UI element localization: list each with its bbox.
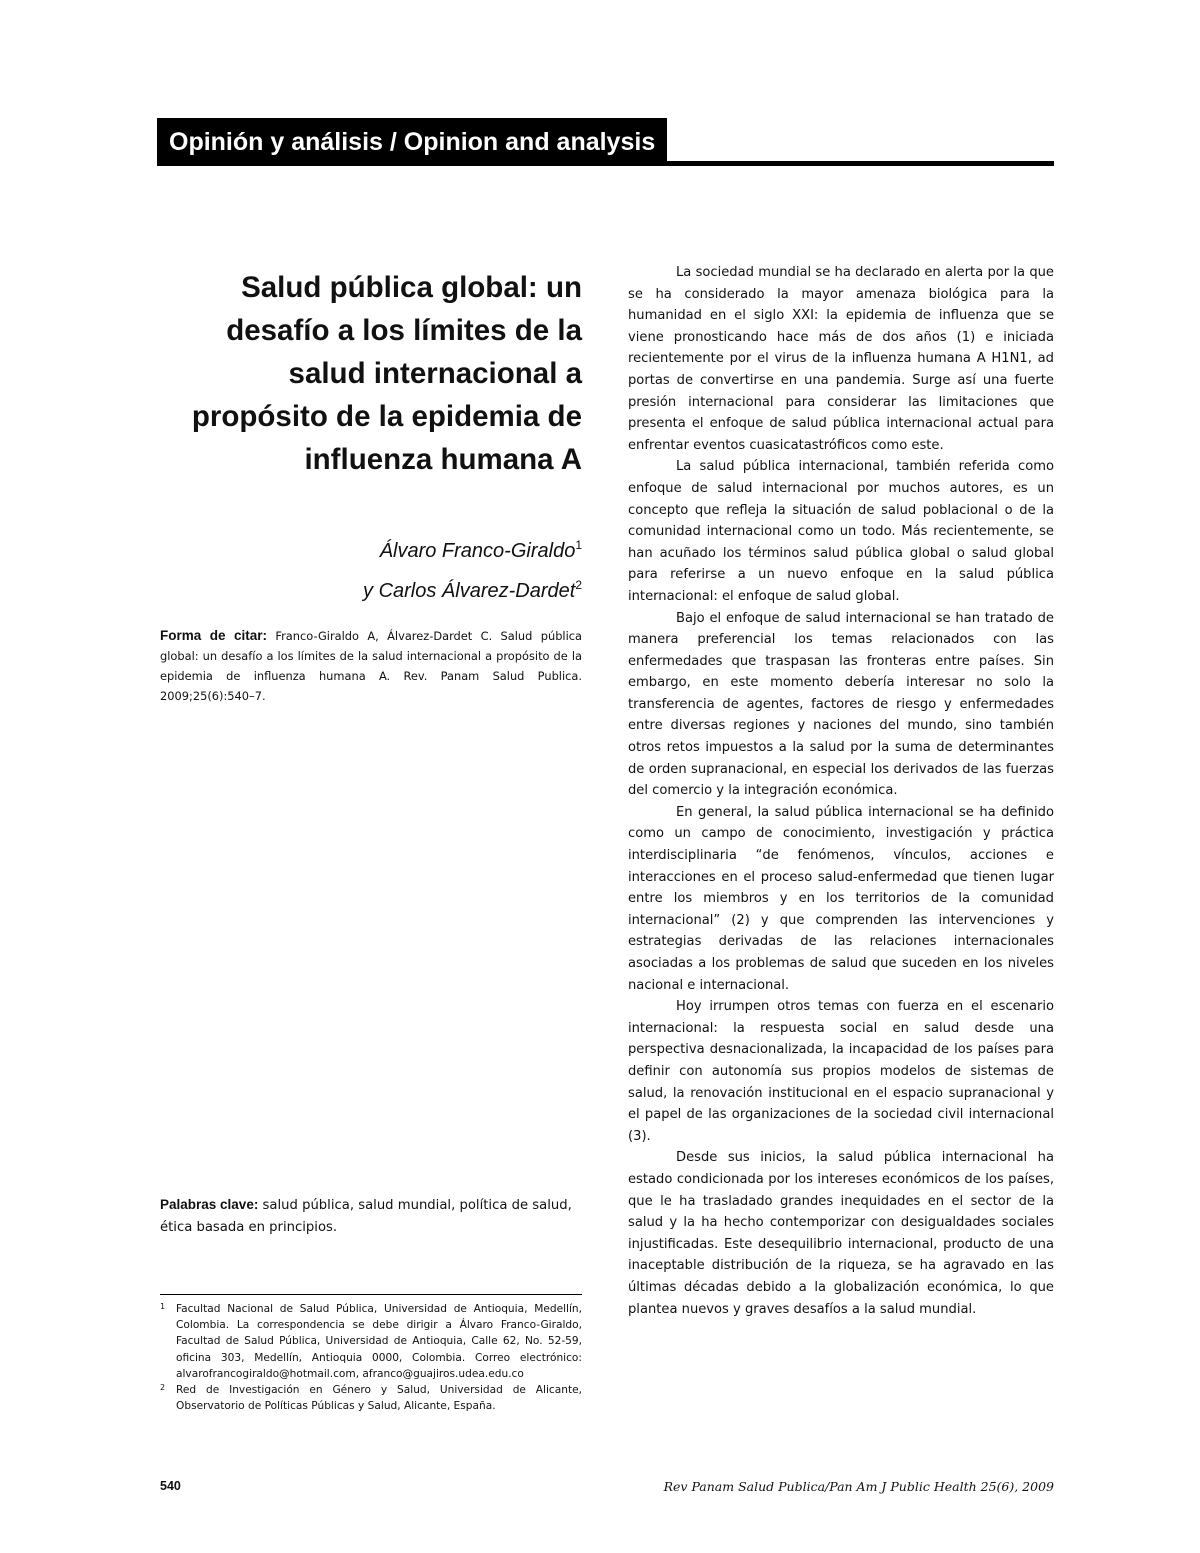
- paragraph: La sociedad mundial se ha declarado en alerta por la que se ha considerado la mayor amenaza biológica para la humanidad en el siglo XXI: la epidemia de influenza que se viene pronosticando hace más de dos años (1) e iniciada recientemente por el virus de la influenza humana A H1N1, ad portas de convertirse en una pandemia. Surge así una fuerte presión internacional para considerar las limitaciones que presenta el enfoque de salud pública internacional actual para enfrentar eventos cuasicatastróficos como este.: [628, 265, 1054, 453]
- author-1: Álvaro Franco-Giraldo$^1$: [379, 538, 582, 562]
- keywords: [160, 1194, 582, 1239]
- author-2: y Carlos Álvarez-Dardet$^2$: [363, 578, 582, 602]
- paragraph: Desde sus inicios, la salud pública internacional ha estado condicionada por los intereses económicos de los países, que le ha trasladado grandes inequidades en el sector de la salud y la ha hecho contemporizar con desigualdades sociales injustificadas. Este desequilibrio internacional, producto de una inaceptable distribución de la riqueza, se ha agravado en las últimas décadas debido a la globalización económica, lo que plantea nuevos y graves desafíos a la salud mundial.: [628, 1150, 1054, 1317]
- footnotes: [160, 1301, 582, 1414]
- paragraph: Hoy irrumpen otros temas con fuerza en el escenario internacional: la respuesta social en salud desde una perspectiva desnacionalizada, la incapacidad de los países para definir con autonomía sus propios modelos de sistemas de salud, la renovación institucional en el espacio supranacional y el papel de las organizaciones de la sociedad civil internacional (3).: [628, 999, 1054, 1144]
- article-title: Salud pública global: un desafío a los límites de la salud internacional a propósito de la epidemia de influenza humana A: [191, 271, 582, 476]
- journal-reference: Rev Panam Salud Publica/Pan Am J Public Health 25(6), 2009: [663, 1479, 1054, 1494]
- section-rule: [157, 161, 1054, 166]
- body-text: [628, 262, 1054, 1320]
- paragraph: En general, la salud pública internacional se ha definido como un campo de conocimiento, investigación y práctica interdisciplinaria “de fenómenos, vínculos, acciones e interacciones en el proceso salud-enfermedad que tienen lugar entre los miembros y en los territorios de la comunidad internacional” (2) y que comprenden las intervenciones y estrategias derivadas de las relaciones internacionales asociadas a los problemas de salud que suceden en los niveles nacional e internacional.: [628, 804, 1054, 993]
- citation-text: Franco-Giraldo A, Álvarez-Dardet C. Salud pública global: un desafío a los límites de la salud internacional a propósito de la epidemia de influenza humana A. Rev. Panam Salud Publica. 2009;25(6):540–7.: [160, 629, 582, 703]
- citation: [160, 626, 582, 706]
- authors: [160, 528, 582, 608]
- keywords-text: salud pública, salud mundial, política de salud, ética basada en principios.: [160, 1198, 572, 1235]
- citation-label: Forma de citar:: [160, 628, 268, 643]
- section-header: [157, 118, 1054, 166]
- page-number: 540: [160, 1479, 181, 1493]
- paragraph: Bajo el enfoque de salud internacional se han tratado de manera preferencial los temas relacionados con las enfermedades que traspasan las fronteras entre países. Sin embargo, en este momento debería interesar no solo la transferencia de agentes, factores de riesgo y enfermedades entre diversas regiones y naciones del mundo, sino también otros retos impuestos a la salud por la suma de determinantes de orden supranacional, en especial los derivados de las fuerzas del comercio y la integración económica.: [628, 610, 1054, 799]
- keywords-label: Palabras clave:: [160, 1197, 259, 1212]
- footnote-rule: [160, 1294, 582, 1295]
- section-label: Opinión y análisis / Opinion and analysis: [157, 118, 667, 166]
- footnote-2: 2 Red de Investigación en Género y Salud, Universidad de Alicante, Observatorio de Políticas Públicas y Salud, Alicante, España.: [160, 1383, 582, 1413]
- paragraph: La salud pública internacional, también referida como enfoque de salud internacional por muchos autores, es un concepto que refleja la situación de salud poblacional o de la comunidad internacional como un todo. Más recientemente, se han acuñado los términos salud pública global o salud global para referirse a un nuevo enfoque en la salud pública internacional: el enfoque de salud global.: [628, 459, 1054, 604]
- footnote-1: 1 Facultad Nacional de Salud Pública, Universidad de Antioquia, Medellín, Colombia. La correspondencia se debe dirigir a Álvaro Franco-Giraldo, Facultad de Salud Pública, Universidad de Antioquia, Calle 62, No. 52-59, oficina 303, Medellín, Antioquia 0000, Colombia. Correo electrónico: alvarofrancogiraldo@hotmail.com, afranco@guajiros.udea.edu.co: [160, 1302, 582, 1380]
